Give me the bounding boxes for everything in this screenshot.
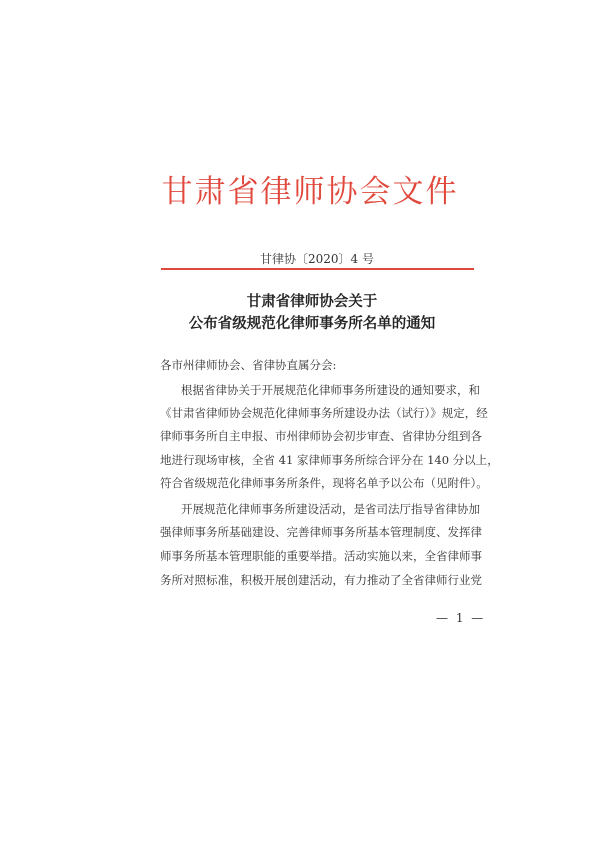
notice-heading-line2: 公布省级规范化律师事务所名单的通知 [188,316,436,332]
document-title: 甘肃省律师协会文件 [161,174,459,210]
paragraph-line: 强律师事务所基础建设、完善律师事务所基本管理制度、发挥律 [160,525,482,539]
paragraph-line: 师事务所基本管理职能的重要举措。活动实施以来，全省律师事 [160,549,482,563]
red-divider-line [161,268,474,270]
document-number: 甘律协〔2020〕4 号 [260,252,374,266]
paragraph-line: 符合省级规范化律师事务所条件，现将名单予以公布（见附件）。 [160,476,488,490]
paragraph-line: 根据省律协关于开展规范化律师事务所建设的通知要求，和 [181,383,480,397]
page-number: — 1 — [436,611,486,625]
salutation: 各市州律师协会、省律协直属分会: [160,358,337,372]
paragraph-line: 《甘肃省律师协会规范化律师事务所建设办法（试行）》规定，经 [160,406,488,420]
paragraph-line: 律师事务所自主申报、市州律师协会初步审查、省律协分组到各 [160,429,482,443]
paragraph-line: 地进行现场审核，全省 41 家律师事务所综合评分在 140 分以上， [160,453,499,467]
paragraph-line: 开展规范化律师事务所建设活动，是省司法厅指导省律协加 [181,502,480,516]
paragraph-line: 务所对照标准，积极开展创建活动，有力推动了全省律师行业党 [160,573,482,587]
notice-heading-line1: 甘肃省律师协会关于 [246,294,378,310]
